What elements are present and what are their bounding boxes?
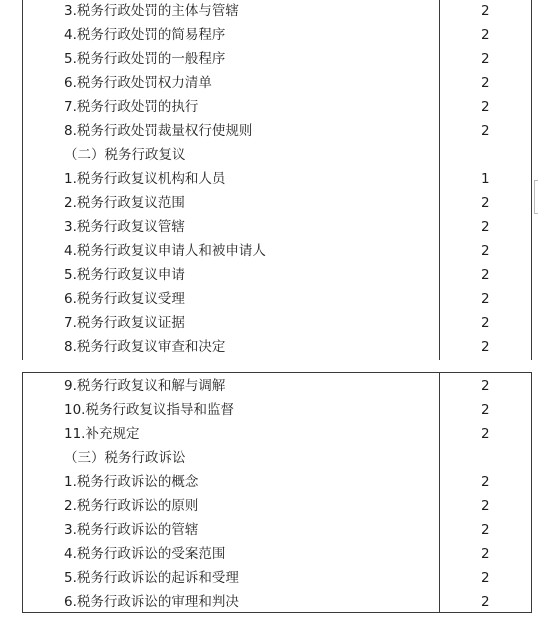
table-row: [23, 239, 531, 263]
table-row: [23, 470, 531, 494]
section-title: 5.税务行政复议申请: [64, 267, 185, 283]
table-row: [23, 167, 531, 191]
section-title: 4.税务行政复议申请人和被申请人: [64, 243, 266, 259]
hours-value: 2: [481, 27, 490, 43]
hours-value: 2: [481, 219, 490, 235]
table-row: [23, 374, 531, 398]
hours-value: 2: [481, 99, 490, 115]
section-title: 6.税务行政处罚权力清单: [64, 75, 212, 91]
section-title: 10.税务行政复议指导和监督: [64, 402, 234, 418]
section-title: 3.税务行政诉讼的管辖: [64, 522, 199, 538]
table-row: [23, 518, 531, 542]
table-row: [23, 566, 531, 590]
hours-value: 2: [481, 195, 490, 211]
table-row: [23, 263, 531, 287]
section-title: 6.税务行政复议受理: [64, 291, 185, 307]
table-row: [23, 542, 531, 566]
table-row: [23, 143, 531, 167]
section-title: 8.税务行政处罚裁量权行使规则: [64, 123, 253, 139]
hours-value: 2: [481, 402, 490, 418]
hours-value: 2: [481, 75, 490, 91]
table-row: [23, 590, 531, 614]
section-title: 5.税务行政诉讼的起诉和受理: [64, 570, 239, 586]
hours-value: 2: [481, 546, 490, 562]
section-title: 7.税务行政处罚的执行: [64, 99, 199, 115]
table-row: [23, 215, 531, 239]
section-title: 3.税务行政处罚的主体与管辖: [64, 3, 239, 19]
hours-value: 2: [481, 522, 490, 538]
hours-value: 2: [481, 243, 490, 259]
hours-value: 2: [481, 339, 490, 355]
section-title: 1.税务行政复议机构和人员: [64, 171, 226, 187]
table-row: [23, 287, 531, 311]
section-title: （三）税务行政诉讼: [64, 450, 186, 466]
section-title: 11.补充规定: [64, 426, 140, 442]
section-title: 3.税务行政复议管辖: [64, 219, 185, 235]
table-row: [23, 95, 531, 119]
section-title: 2.税务行政诉讼的原则: [64, 498, 199, 514]
section-title: 2.税务行政复议范围: [64, 195, 185, 211]
table-row: [23, 0, 531, 23]
hours-value: 2: [481, 498, 490, 514]
table-row: [23, 494, 531, 518]
table-row: [23, 47, 531, 71]
hours-value: 1: [481, 171, 490, 187]
section-title: 5.税务行政处罚的一般程序: [64, 51, 226, 67]
hours-value: 2: [481, 51, 490, 67]
hours-value: 2: [481, 3, 490, 19]
table-row: [23, 191, 531, 215]
table-row: [23, 23, 531, 47]
hours-value: 2: [481, 378, 490, 394]
section-title: 7.税务行政复议证据: [64, 315, 185, 331]
page-edge-marker: [534, 180, 538, 214]
section-title: 8.税务行政复议审查和决定: [64, 339, 226, 355]
table-row: [23, 422, 531, 446]
hours-value: 2: [481, 474, 490, 490]
hours-value: 2: [481, 123, 490, 139]
hours-value: 2: [481, 426, 490, 442]
table-row: [23, 335, 531, 359]
table-row: [23, 446, 531, 470]
outline-table-top: [22, 0, 532, 360]
hours-value: 2: [481, 291, 490, 307]
section-title: 4.税务行政诉讼的受案范围: [64, 546, 226, 562]
section-title: 4.税务行政处罚的简易程序: [64, 27, 226, 43]
hours-value: 2: [481, 315, 490, 331]
section-title: （二）税务行政复议: [64, 147, 186, 163]
hours-value: 2: [481, 594, 490, 610]
outline-table-bottom: [22, 372, 532, 613]
table-row: [23, 119, 531, 143]
table-row: [23, 311, 531, 335]
section-title: 6.税务行政诉讼的审理和判决: [64, 594, 239, 610]
table-row: [23, 71, 531, 95]
section-title: 1.税务行政诉讼的概念: [64, 474, 199, 490]
section-title: 9.税务行政复议和解与调解: [64, 378, 226, 394]
hours-value: 2: [481, 267, 490, 283]
hours-value: 2: [481, 570, 490, 586]
table-row: [23, 398, 531, 422]
